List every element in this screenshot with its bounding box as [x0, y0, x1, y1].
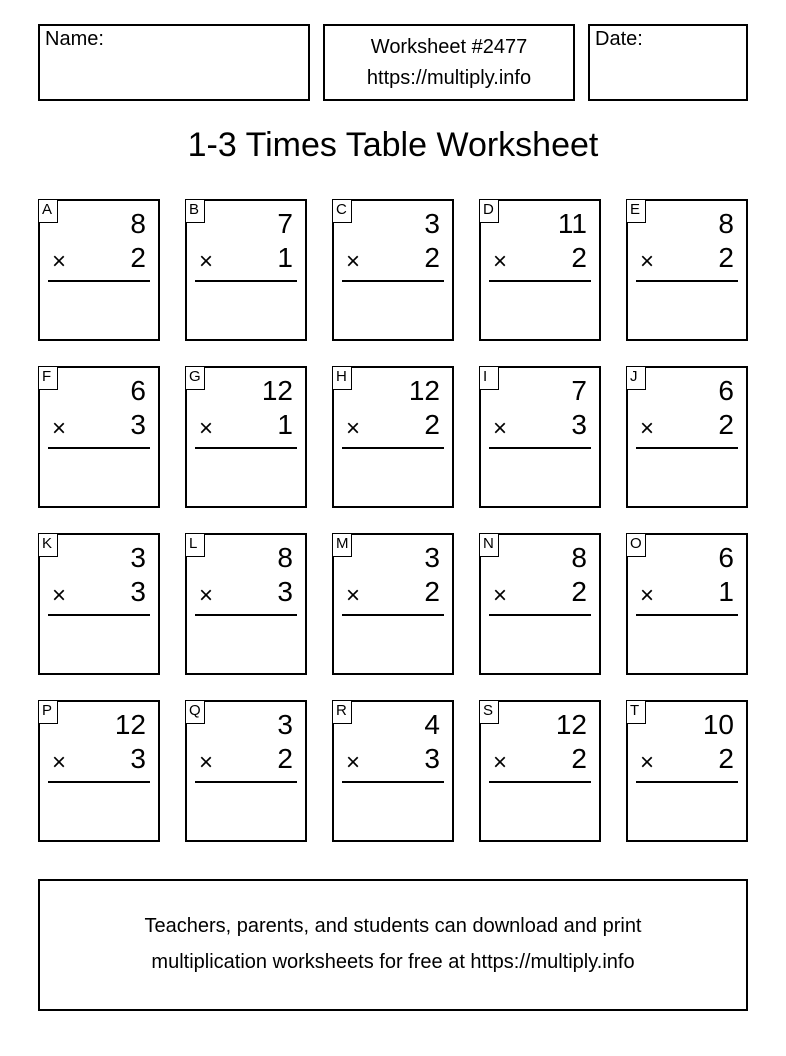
worksheet-url: https://multiply.info: [366, 67, 532, 89]
multiplier: 2: [424, 409, 440, 440]
multiplier: 2: [571, 576, 587, 607]
multiplicand: 12: [261, 375, 293, 406]
answer-rule: [489, 447, 591, 449]
multiplicand: 8: [571, 542, 587, 573]
answer-rule: [48, 781, 150, 783]
problem-letter: G: [185, 366, 205, 390]
times-symbol: ×: [493, 248, 508, 275]
answer-rule: [195, 280, 297, 282]
multiplier: 1: [718, 576, 734, 607]
times-symbol: ×: [199, 582, 214, 609]
problem-letter: Q: [185, 700, 205, 724]
footer-line-2: multiplication worksheets for free at https://multiply.info: [151, 951, 635, 973]
multiplier: 3: [130, 409, 146, 440]
multiplier: 2: [718, 409, 734, 440]
multiplier: 2: [424, 576, 440, 607]
answer-rule: [636, 447, 738, 449]
answer-rule: [195, 614, 297, 616]
problem-letter: S: [479, 700, 499, 724]
answer-rule: [195, 447, 297, 449]
answer-rule: [636, 280, 738, 282]
answer-rule: [342, 447, 444, 449]
multiplier: 2: [718, 743, 734, 774]
problem-letter: N: [479, 533, 499, 557]
multiplier: 1: [277, 242, 293, 273]
times-symbol: ×: [640, 415, 655, 442]
multiplicand: 3: [424, 208, 440, 239]
multiplier: 2: [277, 743, 293, 774]
problem-letter: A: [38, 199, 58, 223]
times-symbol: ×: [52, 749, 67, 776]
problem-letter: F: [38, 366, 58, 390]
multiplicand: 12: [114, 709, 146, 740]
times-symbol: ×: [346, 582, 361, 609]
multiplicand: 8: [130, 208, 146, 239]
problem-letter: M: [332, 533, 352, 557]
page-title: 1-3 Times Table Worksheet: [187, 126, 599, 164]
answer-rule: [636, 614, 738, 616]
problem-letter: O: [626, 533, 646, 557]
answer-rule: [489, 280, 591, 282]
answer-rule: [342, 280, 444, 282]
problem-card[interactable]: [38, 199, 160, 341]
multiplicand: 7: [277, 208, 293, 239]
problem-card[interactable]: [332, 700, 454, 842]
times-symbol: ×: [640, 582, 655, 609]
problem-letter: I: [479, 366, 499, 390]
problem-card[interactable]: [479, 199, 601, 341]
multiplicand: 12: [555, 709, 587, 740]
multiplicand: 4: [424, 709, 440, 740]
multiplicand: 3: [277, 709, 293, 740]
problem-letter: E: [626, 199, 646, 223]
problem-letter: K: [38, 533, 58, 557]
problem-letter: C: [332, 199, 352, 223]
times-symbol: ×: [199, 415, 214, 442]
times-symbol: ×: [52, 415, 67, 442]
times-symbol: ×: [346, 749, 361, 776]
problem-card[interactable]: [626, 700, 748, 842]
multiplier: 2: [424, 242, 440, 273]
multiplicand: 6: [130, 375, 146, 406]
name-label: Name:: [45, 28, 104, 50]
problem-card[interactable]: [332, 366, 454, 508]
multiplier: 1: [277, 409, 293, 440]
multiplier: 3: [571, 409, 587, 440]
multiplicand: 6: [718, 375, 734, 406]
times-symbol: ×: [640, 248, 655, 275]
problem-card[interactable]: [38, 533, 160, 675]
multiplier: 3: [277, 576, 293, 607]
times-symbol: ×: [52, 248, 67, 275]
problem-card[interactable]: [185, 700, 307, 842]
problem-card[interactable]: [626, 366, 748, 508]
problem-letter: D: [479, 199, 499, 223]
times-symbol: ×: [640, 749, 655, 776]
multiplier: 2: [571, 242, 587, 273]
problem-card[interactable]: [185, 533, 307, 675]
times-symbol: ×: [346, 415, 361, 442]
multiplier: 2: [571, 743, 587, 774]
answer-rule: [489, 781, 591, 783]
times-symbol: ×: [493, 582, 508, 609]
multiplier: 3: [424, 743, 440, 774]
multiplier: 3: [130, 576, 146, 607]
problem-letter: P: [38, 700, 58, 724]
multiplicand: 7: [571, 375, 587, 406]
problem-letter: T: [626, 700, 646, 724]
problem-card[interactable]: [38, 366, 160, 508]
worksheet-number: Worksheet #2477: [370, 36, 528, 58]
problem-card[interactable]: [332, 533, 454, 675]
multiplier: 2: [718, 242, 734, 273]
times-symbol: ×: [199, 248, 214, 275]
footer-line-1: Teachers, parents, and students can download and print: [144, 915, 642, 937]
times-symbol: ×: [493, 749, 508, 776]
problem-letter: H: [332, 366, 352, 390]
footer-box: [38, 879, 748, 1011]
date-label: Date:: [595, 28, 643, 50]
multiplicand: 8: [718, 208, 734, 239]
problem-card[interactable]: [626, 533, 748, 675]
multiplier: 3: [130, 743, 146, 774]
answer-rule: [48, 447, 150, 449]
problem-card[interactable]: [479, 533, 601, 675]
multiplicand: 8: [277, 542, 293, 573]
problem-card[interactable]: [185, 366, 307, 508]
problem-letter: L: [185, 533, 205, 557]
multiplicand: 10: [702, 709, 734, 740]
problem-card[interactable]: [38, 700, 160, 842]
multiplicand: 3: [130, 542, 146, 573]
answer-rule: [48, 280, 150, 282]
answer-rule: [636, 781, 738, 783]
answer-rule: [342, 781, 444, 783]
times-symbol: ×: [346, 248, 361, 275]
multiplicand: 3: [424, 542, 440, 573]
answer-rule: [48, 614, 150, 616]
multiplicand: 12: [408, 375, 440, 406]
problem-letter: J: [626, 366, 646, 390]
problem-card[interactable]: [332, 199, 454, 341]
times-symbol: ×: [493, 415, 508, 442]
problem-letter: B: [185, 199, 205, 223]
problem-letter: R: [332, 700, 352, 724]
multiplier: 2: [130, 242, 146, 273]
times-symbol: ×: [199, 749, 214, 776]
problem-card[interactable]: [479, 700, 601, 842]
answer-rule: [342, 614, 444, 616]
problem-card[interactable]: [185, 199, 307, 341]
answer-rule: [195, 781, 297, 783]
problem-card[interactable]: [626, 199, 748, 341]
multiplicand: 6: [718, 542, 734, 573]
times-symbol: ×: [52, 582, 67, 609]
problem-card[interactable]: [479, 366, 601, 508]
multiplicand: 11: [557, 208, 587, 239]
answer-rule: [489, 614, 591, 616]
